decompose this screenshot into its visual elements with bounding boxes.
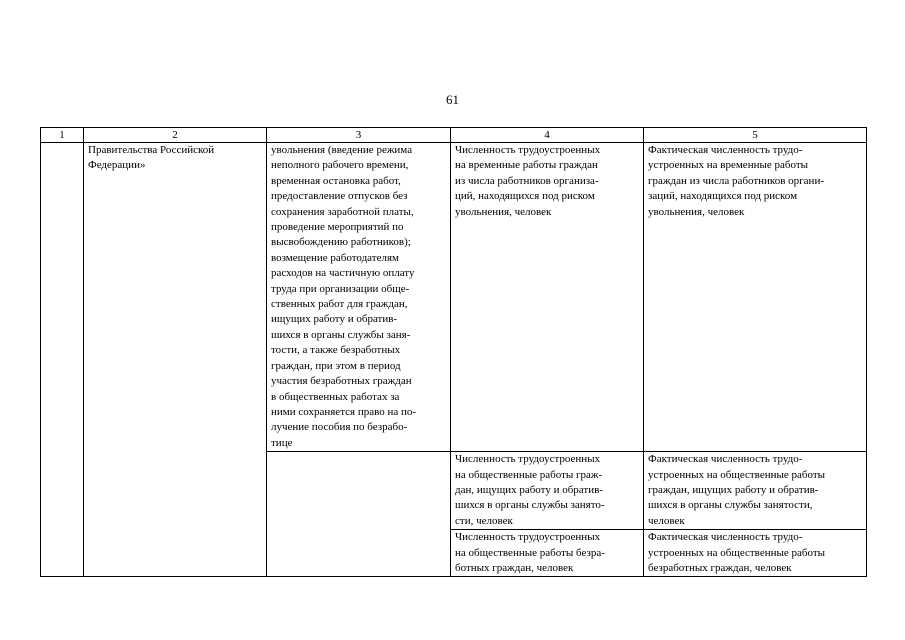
indicators-table — [40, 127, 867, 577]
indicator-text: Численность трудоустроенных на общественные работы граж- дан, ищущих работу и обратив- шихся в органы службы занято- сти, человек — [455, 453, 605, 527]
actual-indicator-text: Фактическая численность трудо- устроенных на общественные работы безработных граждан, человек — [648, 531, 826, 574]
legal-basis-text: Правительства Российской Федерации» — [88, 144, 215, 172]
cell-col-4 — [451, 143, 644, 452]
cell-col-4 — [451, 452, 644, 530]
indicator-text: Численность трудоустроенных на общественные работы безра- ботных граждан, человек — [455, 531, 605, 574]
cell-col-1 — [41, 143, 84, 577]
header-col-1: 1 — [41, 128, 84, 143]
actual-indicator-text: Фактическая численность трудо- устроенных на общественные работы граждан, ищущих работу и обратив- шихся в органы службы занятости, человек — [648, 453, 826, 527]
page-number: 61 — [446, 92, 459, 107]
header-col-2: 2 — [84, 128, 267, 143]
table-row — [41, 143, 867, 452]
cell-col-5 — [644, 143, 867, 452]
header-col-5: 5 — [644, 128, 867, 143]
cell-col-5 — [644, 452, 867, 530]
header-col-3: 3 — [267, 128, 451, 143]
cell-col-4 — [451, 530, 644, 577]
indicator-text: Численность трудоустроенных на временные работы граждан из числа работников организа- ций, находящихся под риском увольнения, человек — [455, 144, 601, 218]
table-header-row — [41, 128, 867, 143]
cell-col-3-empty — [267, 452, 451, 577]
header-col-4: 4 — [451, 128, 644, 143]
measure-description: увольнения (введение режима неполного рабочего времени, временная остановка работ, предоставление отпусков без сохранения заработной платы, проведение мероприятий по высвобождению работников); возмещение работодателям расходов на частичную оплату труда при организации обще- ственных работ для граждан, ищущих работу и обратив- шихся в органы службы заня- тости, а также безработных граждан, при этом в период участия безработных граждан в общественных работах за ними сохраняется право на по- лучение пособия по безрабо- тице — [271, 144, 417, 449]
cell-col-3 — [267, 143, 451, 452]
actual-indicator-text: Фактическая численность трудо- устроенных на временные работы граждан из числа работников органи- заций, находящихся под риском увольнения, человек — [648, 144, 824, 218]
cell-col-5 — [644, 530, 867, 577]
cell-col-2 — [84, 143, 267, 577]
